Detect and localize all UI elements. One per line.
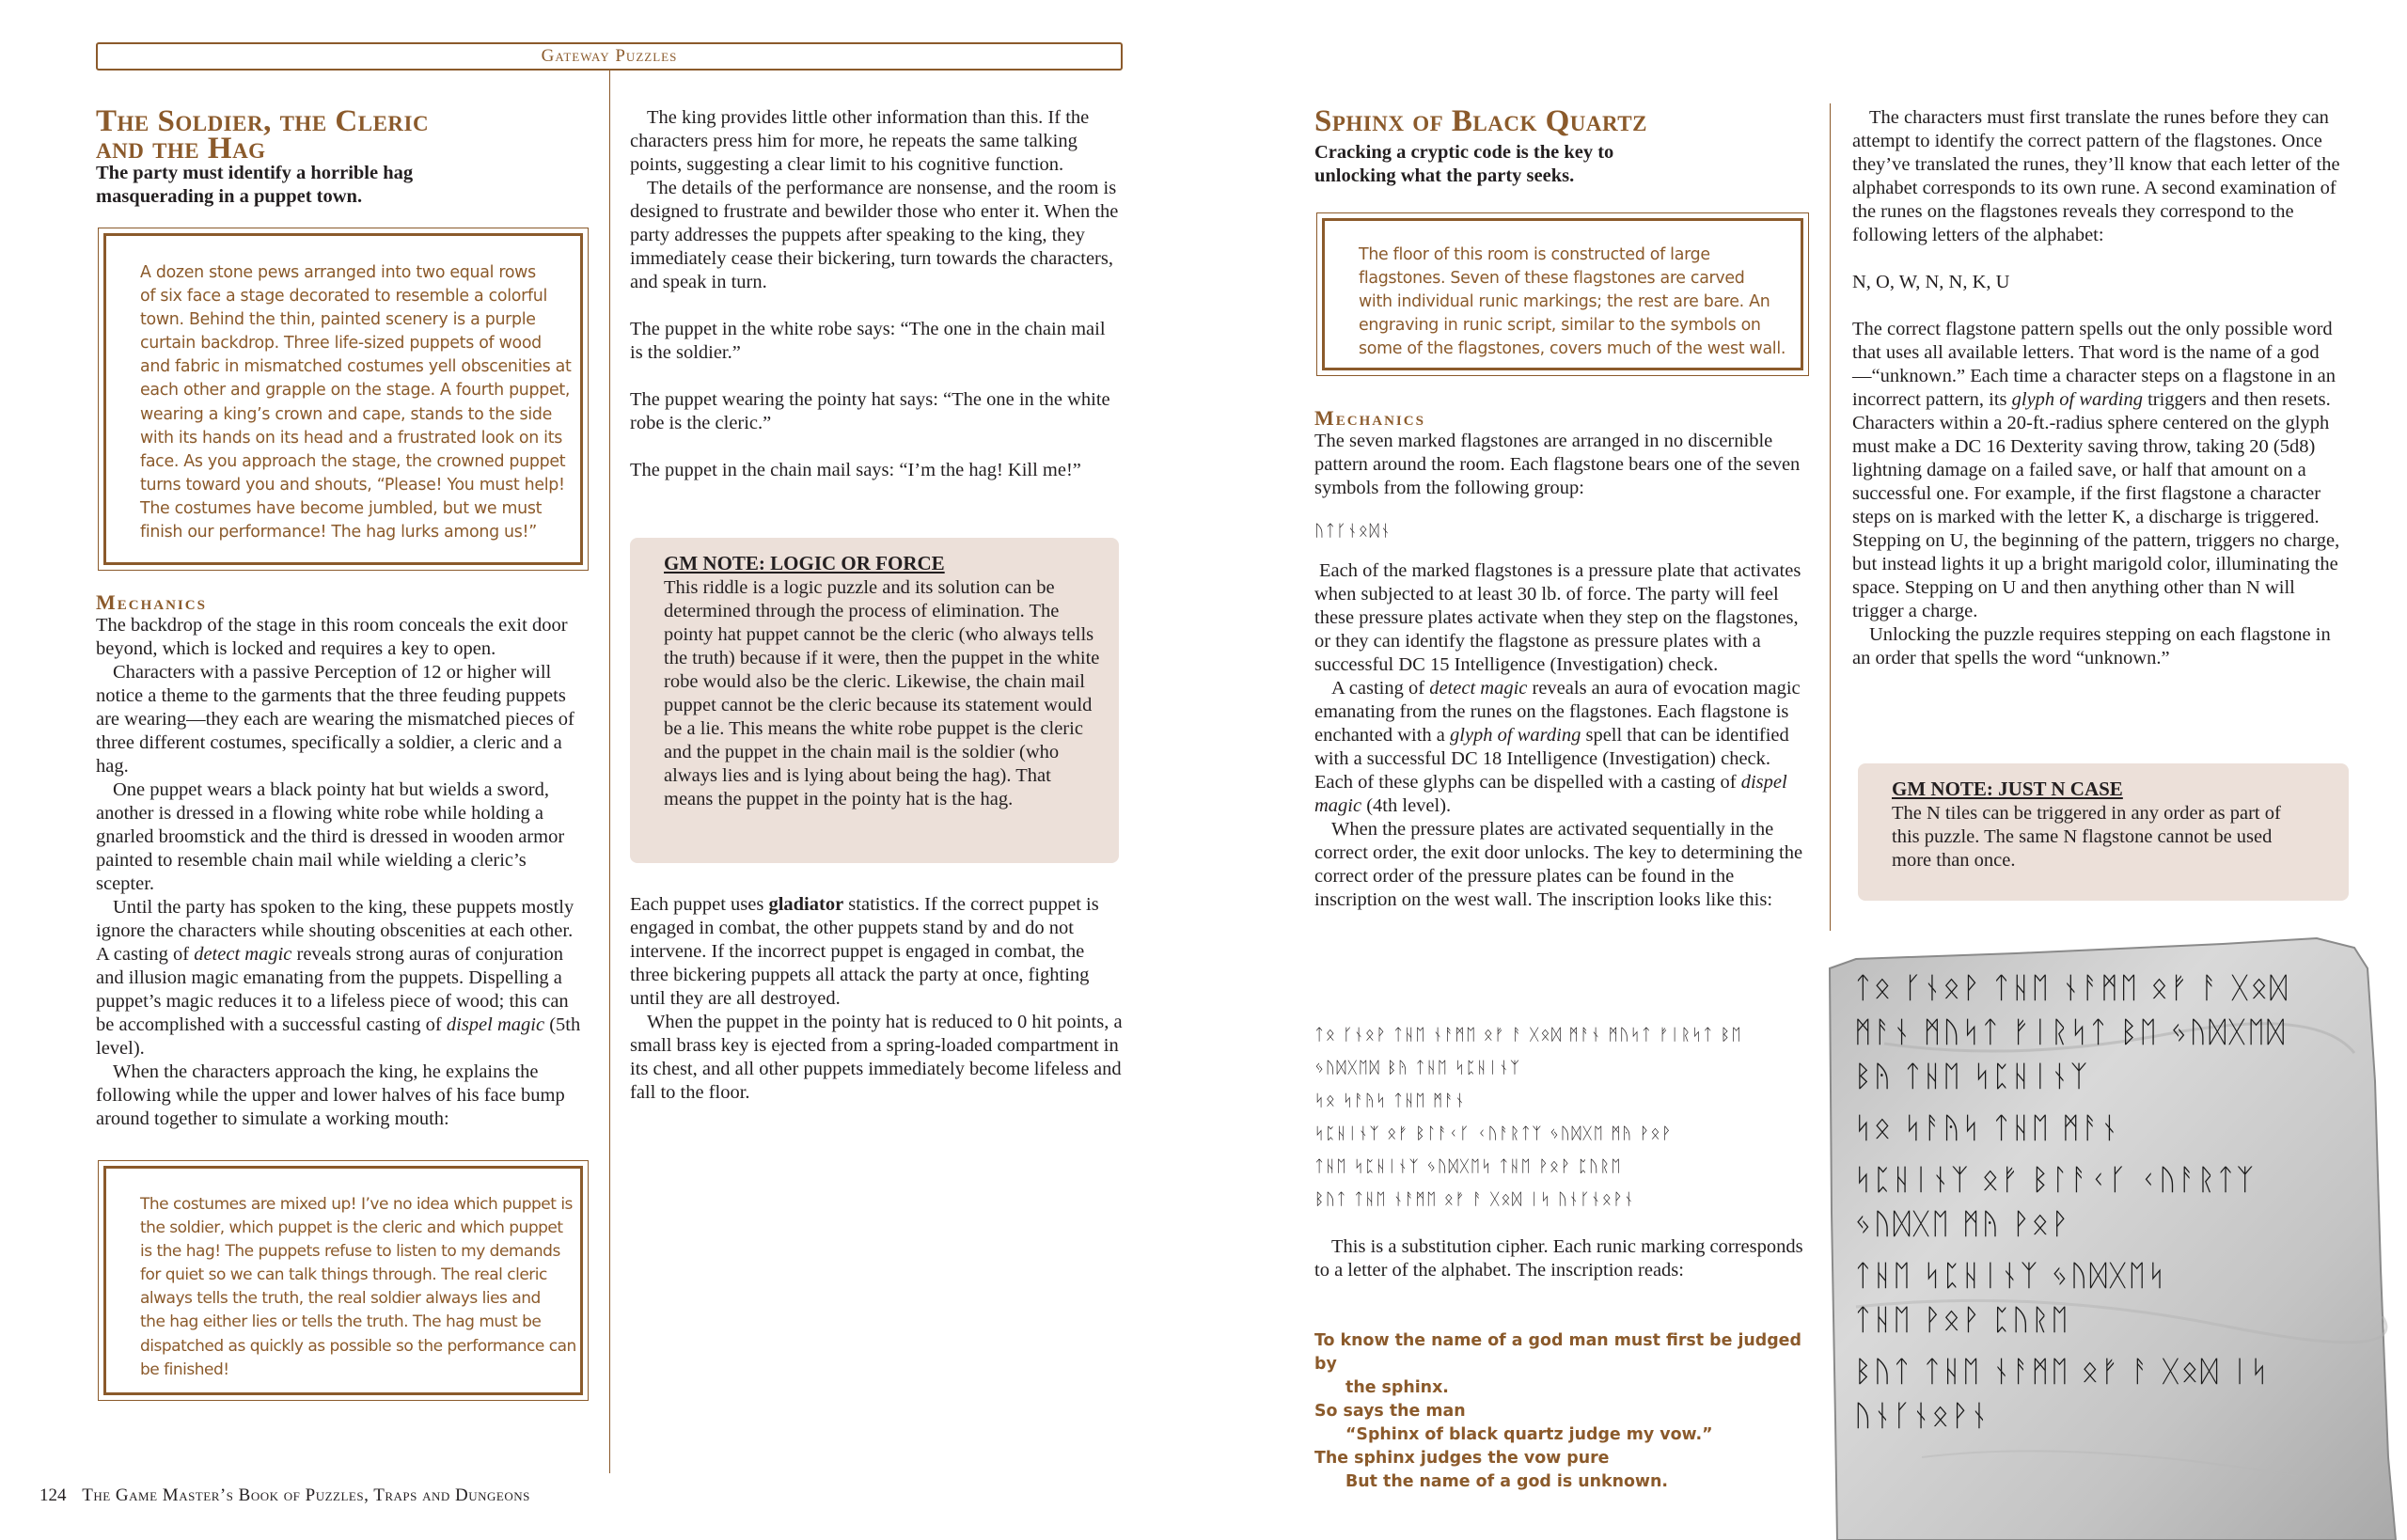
page-number: 124 [39, 1485, 67, 1505]
stone-rune-line: ᚢᚾᚴᚾᛟᚹᚾ [1854, 1399, 1990, 1433]
gm-note-title-2: GM NOTE: JUST N CASE [1892, 778, 2123, 800]
col2-paragraph-1: The king provides little other information than this. If the characters press him for more, he repeats the same talking points, suggesting a clear limit to his cognitive function. [630, 107, 1090, 175]
read-aloud-line: The floor of this room is constructed of large [1359, 245, 1710, 264]
read-aloud-line: dispatched as quickly as possible so the performance can [140, 1336, 576, 1356]
stone-rune-line: ᛃᚢᛞᚷᛖ ᛗᚤ ᚹᛟᚹ [1854, 1207, 2070, 1241]
mech-paragraph-4: Until the party has spoken to the king, these puppets mostly ignore the characters while shouting obscenities at each other. A casting of detect magic reveals strong auras of conjuration and illusion magic emanating from the puppets. Dispelling a puppet’s magic reduces it to a lifeless piece of wood; this can be accomplished with a successful casting of dispel magic (5th level). [96, 897, 581, 1059]
right-cipher-paragraph [1314, 1235, 1803, 1282]
rune-group: ᚢᛏᚴᚾᛟᛞᚾ [1314, 522, 1392, 541]
gm-note-title-1: GM NOTE: LOGIC OR FORCE [664, 552, 945, 574]
mechanics-heading-right: Mechanics [1314, 406, 1425, 430]
left-column-2 [630, 106, 1123, 482]
gm-note-logic-or-force [630, 538, 1119, 863]
read-aloud-line: curtain backdrop. Three life-sized puppets of wood [140, 334, 542, 354]
gm-note-just-n-case [1858, 763, 2349, 901]
sphinx-col2-paragraph-1: The characters must first translate the runes before they can attempt to identify the correct pattern of the flagstones. Once they’ve translated the runes, they’ll know that each letter of the alphabet corresponds to its own rune. A second examination of the runes on the flagstones reveals they correspond to the following letters of the alphabet: [1852, 107, 2340, 245]
right-column-1-head [1314, 104, 1813, 188]
left-column-1 [96, 104, 589, 209]
sphinx-mech-paragraph-1: The seven marked flagstones are arranged in no discernible pattern around the room. Each flagstone bears one of the seven symbols from the following group: [1314, 431, 1801, 498]
rune-line: ᛋᛈᚺᛁᚾᛉ ᛟᚠ ᛒᛚᚨᚲᚴ ᚲᚢᚨᚱᛏᛉ ᛃᚢᛞᚷᛖ ᛗᚤ ᚹᛟᚹ [1314, 1124, 1673, 1143]
read-aloud-text-2 [140, 1193, 580, 1382]
stone-tablet-image [1828, 931, 2407, 1540]
inscription-line-6: But the name of a god is unknown. [1345, 1472, 1668, 1491]
stone-rune-line: ᛗᚨᚾ ᛗᚢᛋᛏ ᚠᛁᚱᛋᛏ ᛒᛖ ᛃᚢᛞᚷᛖᛞ [1854, 1015, 2287, 1049]
gm-note-text-1: This riddle is a logic puzzle and its solution can be determined through the process of elimination. The pointy hat puppet cannot be the cleric (who always tells the truth) because if it were, then the puppet in the white robe would also be the cleric. Likewise, the chain mail puppet cannot be the cleric because its statement would be a lie. This means the white robe puppet is the cleric and the puppet in the chain mail is the soldier (who always lies and is lying about being the hag). That means the puppet in the pointy hat is the hag. [664, 577, 1100, 809]
rune-line: ᛏᛟ ᚴᚾᛟᚹ ᛏᚺᛖ ᚾᚨᛗᛖ ᛟᚠ ᚨ ᚷᛟᛞ ᛗᚨᚾ ᛗᚢᛋᛏ ᚠᛁᚱᛋᛏ ᛒᛖ [1314, 1026, 1743, 1045]
col2-paragraph-5: The puppet in the chain mail says: “I’m the hag! Kill me!” [630, 460, 1081, 480]
mech-paragraph-5: When the characters approach the king, he explains the following while the upper and lower halves of his face bump around together to simulate a working mouth: [96, 1061, 565, 1129]
stone-rune-line: ᛏᛟ ᚴᚾᛟᚹ ᛏᚺᛖ ᚾᚨᛗᛖ ᛟᚠ ᚨ ᚷᛟᛞ [1854, 971, 2289, 1005]
read-aloud-line: town. Behind the thin, painted scenery is a purple [140, 310, 536, 330]
left-mechanics [96, 590, 589, 1131]
sphinx-mech-paragraph-5: This is a substitution cipher. Each runic marking corresponds to a letter of the alphabet. The inscription reads: [1314, 1236, 1803, 1281]
read-aloud-line: for quiet so we can talk things through. The real cleric [140, 1265, 547, 1285]
read-aloud-line: is the hag! The puppets refuse to listen to my demands [140, 1242, 560, 1262]
gm-note-text-2: The N tiles can be triggered in any order as part of this puzzle. The same N flagstone cannot be used more than once. [1892, 803, 2281, 871]
sphinx-col2-paragraph-3: Unlocking the puzzle requires stepping on each flagstone in an order that spells the word “unknown.” [1852, 624, 2331, 668]
read-aloud-box-2 [103, 1166, 583, 1395]
page-footer [39, 1485, 530, 1506]
stone-rune-line: ᛏᚺᛖ ᛋᛈᚺᛁᚾᛉ ᛃᚢᛞᚷᛖᛋ [1854, 1259, 2167, 1293]
read-aloud-text-sphinx [1359, 244, 1801, 361]
read-aloud-line: and fabric in mismatched costumes yell obscenities at [140, 357, 572, 377]
rune-line: ᛏᚺᛖ ᛋᛈᚺᛁᚾᛉ ᛃᚢᛞᚷᛖᛋ ᛏᚺᛖ ᚹᛟᚹ ᛈᚢᚱᛖ [1314, 1157, 1623, 1176]
section-title-soldier-cleric-hag: The Soldier, the Cleric and the Hag [96, 104, 430, 165]
read-aloud-line: the hag either lies or tells the truth. The hag must be [140, 1312, 542, 1332]
read-aloud-box-1 [103, 233, 583, 565]
section-subtitle: The party must identify a horrible hag masquerading in a puppet town. [96, 163, 414, 207]
mech-paragraph-1: The backdrop of the stage in this room conceals the exit door beyond, which is locked and requires a key to open. [96, 615, 568, 659]
col2-paragraph-4: The puppet wearing the pointy hat says: “The one in the white robe is the cleric.” [630, 389, 1110, 433]
read-aloud-line: turns toward you and shouts, “Please! You must help! [140, 475, 565, 495]
read-aloud-line: with its hands on its head and a frustrated look on its [140, 428, 562, 448]
column-divider-left [609, 71, 610, 1473]
mech-paragraph-3: One puppet wears a black pointy hat but wields a sword, another is dressed in a flowing white robe while holding a gnarled broomstick and the third is dressed in wooden armor painted to resemble chain mail while wielding a cleric’s scepter. [96, 779, 565, 894]
col2-paragraph-3: The puppet in the white robe says: “The one in the chain mail is the soldier.” [630, 319, 1106, 363]
column-divider-right [1830, 103, 1831, 931]
inscription-line-3: So says the man [1314, 1402, 1466, 1421]
stone-rune-line: ᛋᛈᚺᛁᚾᛉ ᛟᚠ ᛒᛚᚨᚲᚴ ᚲᚢᚨᚱᛏᛉ [1854, 1163, 2256, 1197]
right-mechanics [1314, 406, 1813, 912]
book-title: The Game Master’s Book of Puzzles, Traps and Dungeons [82, 1485, 530, 1505]
read-aloud-line: The costumes have become jumbled, but we must [140, 498, 543, 518]
col2-paragraph-7: When the puppet in the pointy hat is reduced to 0 hit points, a small brass key is ejected from a spring-loaded compartment in its chest, and all other puppets immediately become lifeless and fall to the floor. [630, 1012, 1123, 1103]
mech-paragraph-2: Characters with a passive Perception of 12 or higher will notice a theme to the garments that the three feuding puppets are wearing—they each are wearing the mismatched pieces of three different costumes, specifically a soldier, a cleric and a hag. [96, 662, 574, 777]
read-aloud-line: flagstones. Seven of these flagstones are carved [1359, 269, 1745, 289]
read-aloud-line: the soldier, which puppet is the cleric and which puppet [140, 1218, 563, 1238]
rune-line: ᛒᚢᛏ ᛏᚺᛖ ᚾᚨᛗᛖ ᛟᚠ ᚨ ᚷᛟᛞ ᛁᛋ ᚢᚾᚴᚾᛟᚹᚾ [1314, 1190, 1635, 1209]
stone-rune-line: ᛒᚢᛏ ᛏᚺᛖ ᚾᚨᛗᛖ ᛟᚠ ᚨ ᚷᛟᛞ ᛁᛋ [1854, 1355, 2270, 1389]
running-header [96, 42, 1123, 71]
rune-inscription [1314, 1019, 1822, 1217]
read-aloud-line: be finished! [140, 1359, 229, 1379]
letters-list: N, O, W, N, N, K, U [1852, 272, 2010, 292]
inscription-line-4: “Sphinx of black quartz judge my vow.” [1345, 1425, 1713, 1444]
read-aloud-line: always tells the truth, the real soldier always lies and [140, 1289, 541, 1309]
sphinx-mech-paragraph-3: A casting of detect magic reveals an aura of evocation magic emanating from the runes on the flagstones. Each flagstone is enchanted with a glyph of warding spell that can be identified with a successful DC 18 Intelligence (Investigation) check. Each of these glyphs can be dispelled with a casting of dispel magic (4th level). [1314, 678, 1801, 816]
stone-rune-line: ᛏᚺᛖ ᚹᛟᚹ ᛈᚢᚱᛖ [1854, 1303, 2070, 1337]
sphinx-col2-paragraph-2: The correct flagstone pattern spells out the only possible word that uses all available letters. That word is the name of a god—“unknown.” Each time a character steps on a flagstone in an incorrect pattern, its glyph of warding triggers and then resets. Characters within a 20-ft.-radius sphere centered on the glyph must make a DC 16 Dexterity saving throw, taking 20 (5d8) lightning damage on a failed save, or half that amount on a successful one. For example, if the first flagstone a character steps on is marked with the letter K, a discharge is triggered. Stepping on U, the beginning of the pattern, triggers no charge, but instead lights it up a bright marigold color, illuminating the space. Stepping on U and then anything other than N will trigger a charge. [1852, 319, 2340, 621]
read-aloud-line: of six face a stage decorated to resemble a colorful [140, 287, 548, 306]
col2-paragraph-6: Each puppet uses gladiator statistics. If the correct puppet is engaged in combat, the other puppets stand by and do not intervene. If the incorrect puppet is engaged in combat, the three bickering puppets all attack the party at once, fighting until they are all destroyed. [630, 894, 1099, 1009]
read-aloud-line: each other and grapple on the stage. A fourth puppet, [140, 381, 571, 401]
section-title-sphinx: Sphinx of Black Quartz [1314, 104, 1647, 138]
read-aloud-line: A dozen stone pews arranged into two equal rows [140, 263, 536, 282]
stone-rune-text [1854, 966, 2381, 1438]
rune-line: ᛃᚢᛞᚷᛖᛞ ᛒᚤ ᛏᚺᛖ ᛋᛈᚺᛁᚾᛉ [1314, 1059, 1521, 1077]
read-aloud-box-sphinx [1322, 218, 1803, 370]
read-aloud-line: engraving in runic script, similar to the symbols on [1359, 316, 1761, 336]
translated-inscription [1314, 1329, 1822, 1494]
stone-rune-line: ᛋᛟ ᛋᚨᚤᛋ ᛏᚺᛖ ᛗᚨᚾ [1854, 1111, 2120, 1145]
sphinx-mech-paragraph-4: When the pressure plates are activated sequentially in the correct order, the exit door unlocks. The key to determining the correct order of the pressure plates can be found in the inscription on the west wall. The inscription looks like this: [1314, 819, 1803, 910]
read-aloud-line: wearing a king’s crown and cape, stands to the side [140, 404, 552, 424]
left-column-2-lower [630, 893, 1123, 1105]
col2-paragraph-2: The details of the performance are nonsense, and the room is designed to frustrate and bewilder those who enter it. When the party addresses the puppets after speaking to the king, they immediately cease their bickering, turn towards the characters, and speak in turn. [630, 178, 1119, 292]
running-header-title: Gateway Puzzles [541, 46, 678, 66]
right-column-2 [1852, 106, 2349, 670]
read-aloud-line: face. As you approach the stage, the crowned puppet [140, 451, 566, 471]
sphinx-subtitle: Cracking a cryptic code is the key to unlocking what the party seeks. [1314, 142, 1614, 186]
read-aloud-line: some of the flagstones, covers much of the west wall. [1359, 339, 1786, 359]
inscription-line-1: To know the name of a god man must first be judged by [1314, 1331, 1801, 1374]
read-aloud-text-1 [140, 261, 580, 544]
read-aloud-line: with individual runic markings; the rest are bare. An [1359, 292, 1770, 312]
mechanics-heading-left: Mechanics [96, 590, 207, 614]
stone-rune-line: ᛒᚤ ᛏᚺᛖ ᛋᛈᚺᛁᚾᛉ [1854, 1060, 2090, 1093]
rune-line: ᛋᛟ ᛋᚨᚤᛋ ᛏᚺᛖ ᛗᚨᚾ [1314, 1092, 1467, 1110]
read-aloud-line: finish our performance! The hag lurks among us!” [140, 523, 537, 542]
read-aloud-line: The costumes are mixed up! I’ve no idea which puppet is [140, 1195, 573, 1214]
inscription-line-2: the sphinx. [1345, 1378, 1449, 1397]
inscription-line-5: The sphinx judges the vow pure [1314, 1449, 1610, 1468]
sphinx-mech-paragraph-2: Each of the marked flagstones is a pressure plate that activates when subjected to at least 30 lb. of force. The party will feel these pressure plates activate when they step on the flagstones, or they can identify the flagstone as pressure plates with a successful DC 15 Intelligence (Investigation) check. [1314, 560, 1801, 675]
